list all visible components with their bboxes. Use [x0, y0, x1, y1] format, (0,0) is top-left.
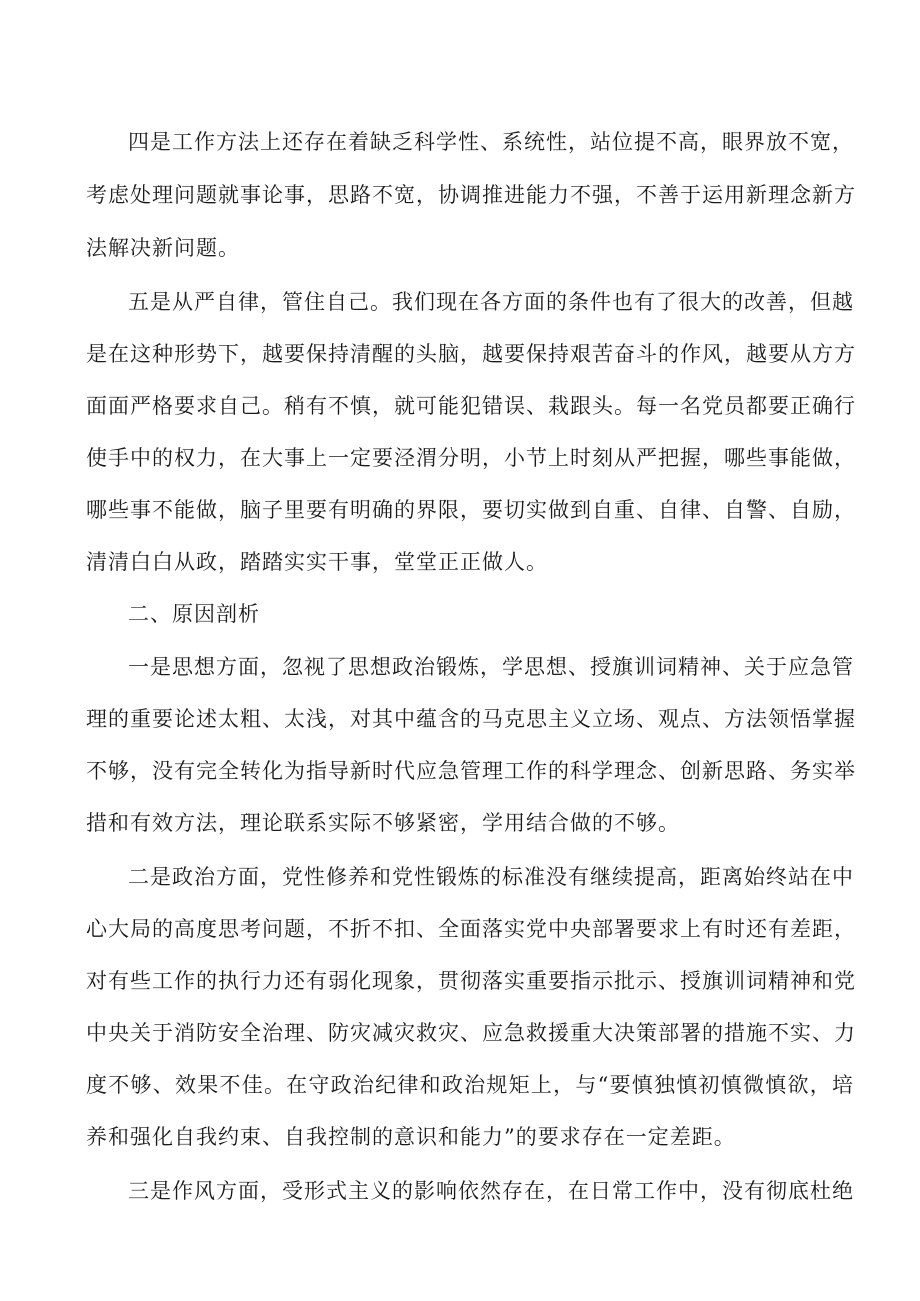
- paragraph-3-line-3: 不够，没有完全转化为指导新时代应急管理工作的科学理念、创新思路、务实举: [86, 759, 856, 783]
- paragraph-4-line-5: 度不够、效果不佳。在守政治纪律和政治规矩上，与“要慎独慎初慎微慎欲，培: [86, 1073, 854, 1097]
- paragraph-2-line-4: 使手中的权力，在大事上一定要泾渭分明，小节上时刻从严把握，哪些事能做，: [86, 446, 856, 470]
- section-heading: 二、原因剖析: [128, 602, 260, 626]
- paragraph-2-line-5: 哪些事不能做，脑子里要有明确的界限，要切实做到自重、自律、自警、自励，: [86, 498, 856, 522]
- paragraph-2-line-1: 五是从严自律，管住自己。我们现在各方面的条件也有了很大的改善，但越: [128, 290, 854, 314]
- paragraph-2-line-3: 面面严格要求自己。稍有不慎，就可能犯错误、栽跟头。每一名党员都要正确行: [86, 394, 856, 418]
- paragraph-3-line-2: 理的重要论述太粗、太浅，对其中蕴含的马克思主义立场、观点、方法领悟掌握: [86, 707, 856, 731]
- paragraph-4-line-4: 中央关于消防安全治理、防灾减灾救灾、应急救援重大决策部署的措施不实、力: [86, 1021, 856, 1045]
- paragraph-4-line-3: 对有些工作的执行力还有弱化现象，贯彻落实重要指示批示、授旗训词精神和党: [86, 969, 856, 993]
- paragraph-2-line-6: 清清白白从政，踏踏实实干事，堂堂正正做人。: [86, 550, 548, 574]
- paragraph-4-line-6: 养和强化自我约束、自我控制的意识和能力”的要求存在一定差距。: [86, 1125, 736, 1149]
- paragraph-1-line-3: 法解决新问题。: [86, 236, 240, 260]
- paragraph-3-line-1: 一是思想方面，忽视了思想政治锻炼，学思想、授旗训词精神、关于应急管: [128, 655, 854, 679]
- paragraph-1-line-2: 考虑处理问题就事论事，思路不宽，协调推进能力不强，不善于运用新理念新方: [86, 183, 856, 207]
- paragraph-3-line-4: 措和有效方法，理论联系实际不够紧密，学用结合做的不够。: [86, 811, 680, 835]
- paragraph-1-line-1: 四是工作方法上还存在着缺乏科学性、系统性，站位提不高，眼界放不宽，: [128, 130, 854, 154]
- paragraph-5-line-1: 三是作风方面，受形式主义的影响依然存在，在日常工作中，没有彻底杜绝: [128, 1179, 854, 1203]
- paragraph-4-line-1: 二是政治方面，党性修养和党性锻炼的标准没有继续提高，距离始终站在中: [128, 865, 854, 889]
- paragraph-4-line-2: 心大局的高度思考问题，不折不扣、全面落实党中央部署要求上有时还有差距，: [86, 917, 856, 941]
- paragraph-2-line-2: 是在这种形势下，越要保持清醒的头脑，越要保持艰苦奋斗的作风，越要从方方: [86, 342, 856, 366]
